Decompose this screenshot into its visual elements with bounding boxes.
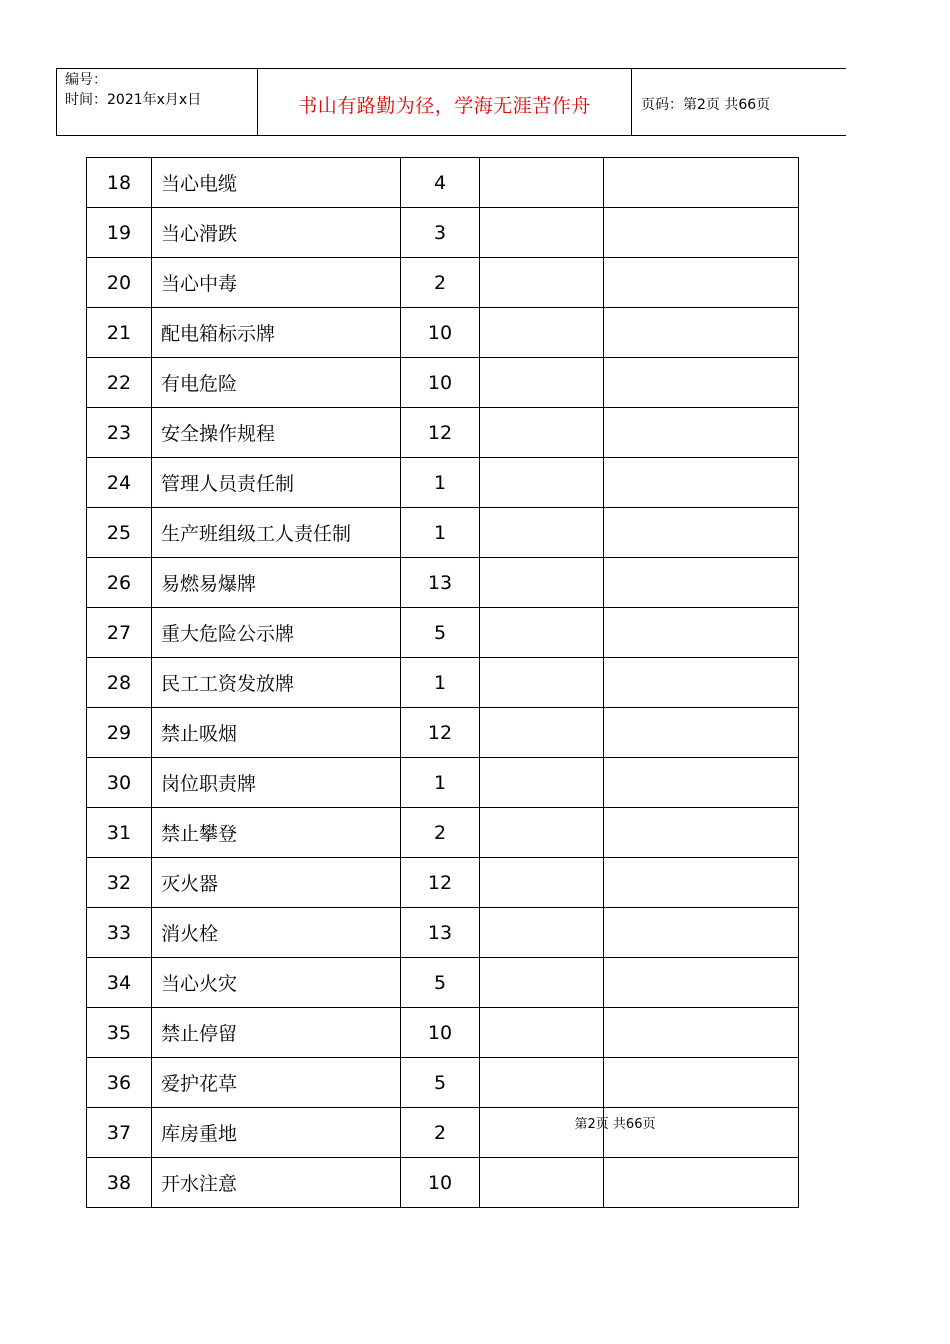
table-row [87,308,799,358]
row-number-cell: 27 [87,608,152,658]
item-quantity-cell: 12 [401,408,480,458]
blank-cell [604,258,799,308]
table-row [87,558,799,608]
blank-cell [604,408,799,458]
blank-cell [480,458,604,508]
item-name-cell: 当心电缆 [152,158,401,208]
row-number-cell: 21 [87,308,152,358]
table-row [87,1008,799,1058]
item-name-cell: 禁止吸烟 [152,708,401,758]
table-row [87,1058,799,1108]
table-row [87,658,799,708]
table-row [87,908,799,958]
table-row [87,158,799,208]
table-row [87,458,799,508]
row-number-cell: 37 [87,1108,152,1158]
blank-cell [604,608,799,658]
blank-cell [480,758,604,808]
item-name-cell: 消火栓 [152,908,401,958]
row-number-cell: 36 [87,1058,152,1108]
table-row [87,1158,799,1208]
table-row [87,408,799,458]
blank-cell [604,858,799,908]
item-name-cell: 生产班组级工人责任制 [152,508,401,558]
item-quantity-cell: 2 [401,258,480,308]
footer-page-note: 第2页 共66页 [574,1117,656,1132]
blank-cell [480,1158,604,1208]
header-page-label: 页码：第2页 共66页 [641,97,771,113]
blank-cell [604,558,799,608]
blank-cell [604,1008,799,1058]
item-name-cell: 易燃易爆牌 [152,558,401,608]
items-table-body [87,158,799,1208]
row-number-cell: 19 [87,208,152,258]
item-quantity-cell: 13 [401,908,480,958]
row-number-cell: 22 [87,358,152,408]
blank-cell [604,708,799,758]
blank-cell [480,808,604,858]
item-quantity-cell: 1 [401,758,480,808]
table-row [87,208,799,258]
row-number-cell: 25 [87,508,152,558]
item-name-cell: 配电箱标示牌 [152,308,401,358]
item-quantity-cell: 3 [401,208,480,258]
item-name-cell: 禁止停留 [152,1008,401,1058]
blank-cell [480,858,604,908]
document-header [56,68,846,136]
row-number-cell: 28 [87,658,152,708]
table-row [87,858,799,908]
blank-cell [604,1058,799,1108]
item-name-cell: 管理人员责任制 [152,458,401,508]
blank-cell [604,358,799,408]
row-number-cell: 20 [87,258,152,308]
blank-cell [480,508,604,558]
row-number-cell: 35 [87,1008,152,1058]
blank-cell [604,508,799,558]
row-number-cell: 24 [87,458,152,508]
item-quantity-cell: 10 [401,1008,480,1058]
blank-cell [480,658,604,708]
table-row [87,1108,799,1158]
row-number-cell: 34 [87,958,152,1008]
row-number-cell: 38 [87,1158,152,1208]
blank-cell [604,458,799,508]
item-name-cell: 安全操作规程 [152,408,401,458]
blank-cell [604,208,799,258]
item-name-cell: 开水注意 [152,1158,401,1208]
item-name-cell: 当心中毒 [152,258,401,308]
blank-cell [480,308,604,358]
blank-cell [480,908,604,958]
blank-cell [604,1158,799,1208]
blank-cell [604,658,799,708]
item-name-cell: 库房重地 [152,1108,401,1158]
table-row [87,758,799,808]
row-number-cell: 32 [87,858,152,908]
blank-cell [480,1058,604,1108]
item-quantity-cell: 5 [401,958,480,1008]
table-row [87,258,799,308]
blank-cell [480,358,604,408]
item-name-cell: 当心火灾 [152,958,401,1008]
item-quantity-cell: 13 [401,558,480,608]
table-row [87,708,799,758]
blank-cell [604,308,799,358]
blank-cell [480,708,604,758]
item-quantity-cell: 10 [401,1158,480,1208]
item-name-cell: 灭火器 [152,858,401,908]
row-number-cell: 29 [87,708,152,758]
blank-cell [480,958,604,1008]
item-name-cell: 有电危险 [152,358,401,408]
blank-cell [480,158,604,208]
blank-cell [480,558,604,608]
blank-cell [480,208,604,258]
table-row [87,808,799,858]
items-table [86,157,799,1208]
item-quantity-cell: 12 [401,708,480,758]
row-number-cell: 23 [87,408,152,458]
row-number-cell: 30 [87,758,152,808]
row-number-cell: 31 [87,808,152,858]
item-quantity-cell: 10 [401,308,480,358]
table-row [87,958,799,1008]
item-quantity-cell: 2 [401,808,480,858]
item-name-cell: 禁止攀登 [152,808,401,858]
blank-cell [604,158,799,208]
header-info-cell [57,69,258,135]
item-quantity-cell: 2 [401,1108,480,1158]
item-name-cell: 民工工资发放牌 [152,658,401,708]
row-number-cell: 18 [87,158,152,208]
table-row [87,358,799,408]
item-quantity-cell: 1 [401,658,480,708]
item-quantity-cell: 5 [401,608,480,658]
time-label: 时间：2021年x月x日 [65,92,202,108]
item-quantity-cell: 1 [401,458,480,508]
item-quantity-cell: 4 [401,158,480,208]
blank-cell [480,258,604,308]
item-quantity-cell: 12 [401,858,480,908]
row-number-cell: 26 [87,558,152,608]
blank-cell [480,1008,604,1058]
table-row [87,508,799,558]
blank-cell [604,808,799,858]
header-motto: 书山有路勤为径，学海无涯苦作舟 [258,69,632,135]
item-quantity-cell: 1 [401,508,480,558]
item-name-cell: 爱护花草 [152,1058,401,1108]
item-name-cell: 岗位职责牌 [152,758,401,808]
blank-cell [604,908,799,958]
row-number-cell: 33 [87,908,152,958]
blank-cell [604,758,799,808]
item-name-cell: 当心滑跌 [152,208,401,258]
blank-cell [604,958,799,1008]
number-label: 编号： [65,72,107,88]
item-quantity-cell: 5 [401,1058,480,1108]
table-row [87,608,799,658]
item-name-cell: 重大危险公示牌 [152,608,401,658]
item-quantity-cell: 10 [401,358,480,408]
blank-cell [480,608,604,658]
blank-cell [480,408,604,458]
